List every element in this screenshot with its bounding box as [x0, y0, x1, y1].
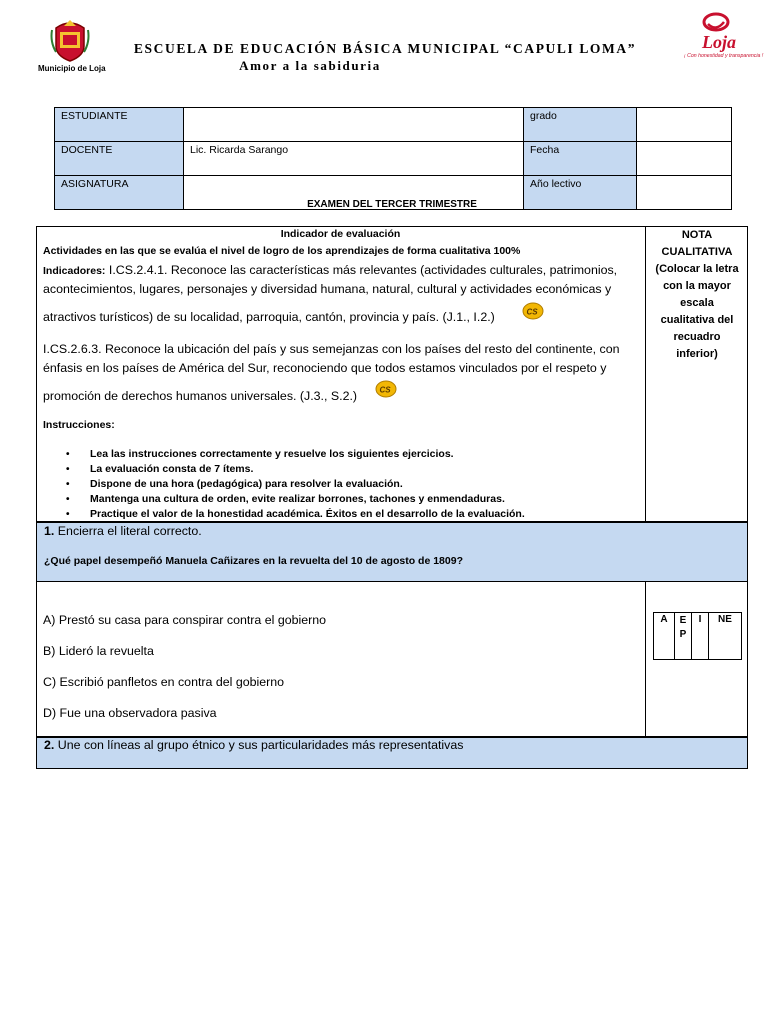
option-d[interactable]: D) Fue una observadora pasiva: [43, 706, 217, 720]
instructions-label: Instrucciones:: [43, 419, 115, 431]
nota-line: CUALITATIVA: [661, 246, 733, 258]
indicator-2-line: énfasis en los países de América del Sur, reconociendo que todos estamos vinculados por el respeto y: [43, 361, 607, 375]
student-info-table: [54, 107, 732, 210]
question-2-header: [36, 737, 748, 769]
grado-field[interactable]: [637, 108, 732, 142]
anio-lectivo-label: Año lectivo: [524, 176, 637, 210]
nota-cualitativa-column: [645, 226, 748, 522]
docente-field[interactable]: Lic. Ricarda Sarango: [184, 142, 524, 176]
list-item: • Dispone de una hora (pedagógica) para resolver la evaluación.: [62, 477, 525, 492]
docente-label: DOCENTE: [55, 142, 184, 176]
indicator-1-line: acontecimientos, lugares, personajes y diversidad humana, natural, cultural y actividades económicas y: [43, 282, 612, 296]
grado-label: grado: [524, 108, 637, 142]
nota-line: escala: [680, 297, 714, 309]
question-2-number: 2.: [44, 738, 55, 752]
nota-line: inferior): [676, 348, 718, 360]
question-1-text: ¿Qué papel desempeñó Manuela Cañizares en la revuelta del 10 de agosto de 1809?: [44, 555, 463, 567]
question-1-number: 1.: [44, 524, 55, 538]
nota-line: (Colocar la letra: [655, 263, 739, 275]
indicator-title: Indicador de evaluación: [280, 228, 401, 240]
asignatura-label: ASIGNATURA: [55, 176, 184, 210]
instructions-list: [62, 447, 525, 522]
grade-ep-cell[interactable]: E P: [675, 613, 692, 660]
indicator-1-line: atractivos turísticos) de su localidad, parroquia, cantón, provincia y país. (J.1., I.2.): [43, 310, 495, 324]
grade-ne-cell[interactable]: NE: [709, 613, 742, 660]
loja-logo-icon: [680, 10, 764, 60]
municipality-label: Municipio de Loja: [38, 64, 106, 73]
fecha-label: Fecha: [524, 142, 637, 176]
school-name: ESCUELA DE EDUCACIÓN BÁSICA MUNICIPAL “CAPULI LOMA”: [133, 41, 637, 56]
nota-line: con la mayor: [663, 280, 731, 292]
activities-text: Actividades en las que se evalúa el nivel de logro de los aprendizajes de forma cualitativa 100%: [43, 245, 521, 257]
option-b[interactable]: B) Lideró la revuelta: [43, 644, 154, 658]
option-a[interactable]: A) Prestó su casa para conspirar contra el gobierno: [43, 613, 327, 627]
indicator-2-line: promoción de derechos humanos universales. (J.3., S.2.): [43, 389, 358, 403]
question-2-instruction-text: Une con líneas al grupo étnico y sus particularidades más representativas: [54, 738, 464, 752]
indicators-label: Indicadores:: [43, 265, 106, 277]
cs-badge-text: CS: [379, 385, 391, 395]
school-motto: Amor a la sabiduria: [239, 58, 381, 73]
fecha-field[interactable]: [637, 142, 732, 176]
list-item: • Mantenga una cultura de orden, evite realizar borrones, tachones y enmendaduras.: [62, 492, 525, 507]
nota-line: recuadro: [673, 331, 721, 343]
estudiante-label: ESTUDIANTE: [55, 108, 184, 142]
indicator-2-line: I.CS.2.6.3. Reconoce la ubicación del país y sus semejanzas con los países del resto del continente, con: [43, 342, 620, 356]
list-item: • Practique el valor de la honestidad académica. Éxitos en el desarrollo de la evaluación.: [62, 507, 525, 522]
loja-logo-text: Loja: [702, 32, 736, 52]
nota-line: NOTA: [681, 229, 713, 241]
municipality-crest-icon: [50, 18, 90, 62]
indicator-1-line: [43, 260, 617, 281]
estudiante-field[interactable]: [184, 108, 524, 142]
list-item: • Lea las instrucciones correctamente y resuelve los siguientes ejercicios.: [62, 447, 525, 462]
question-2-instruction: [44, 738, 463, 752]
indicator-1-text: I.CS.2.4.1. Reconoce las características más relevantes (actividades culturales, patrimonios,: [105, 263, 618, 277]
question-1-instruction-text: Encierra el literal correcto.: [54, 524, 202, 538]
cs-badge-text: CS: [526, 307, 538, 317]
loja-logo-tagline: ¡ Con honestidad y transparencia !: [684, 53, 764, 59]
question-1-instruction: [44, 524, 202, 538]
exam-title: EXAMEN DEL TERCER TRIMESTRE: [307, 199, 477, 210]
option-c[interactable]: C) Escribió panfletos en contra del gobierno: [43, 675, 285, 689]
question-1-header: [36, 522, 748, 582]
grade-a-cell[interactable]: A: [654, 613, 675, 660]
cs-badge-icon: [375, 380, 397, 398]
grade-scale-table: [653, 612, 742, 660]
grade-i-cell[interactable]: I: [692, 613, 709, 660]
nota-line: cualitativa del: [660, 314, 734, 326]
list-item: • La evaluación consta de 7 ítems.: [62, 462, 525, 477]
cs-badge-icon: [522, 302, 544, 320]
